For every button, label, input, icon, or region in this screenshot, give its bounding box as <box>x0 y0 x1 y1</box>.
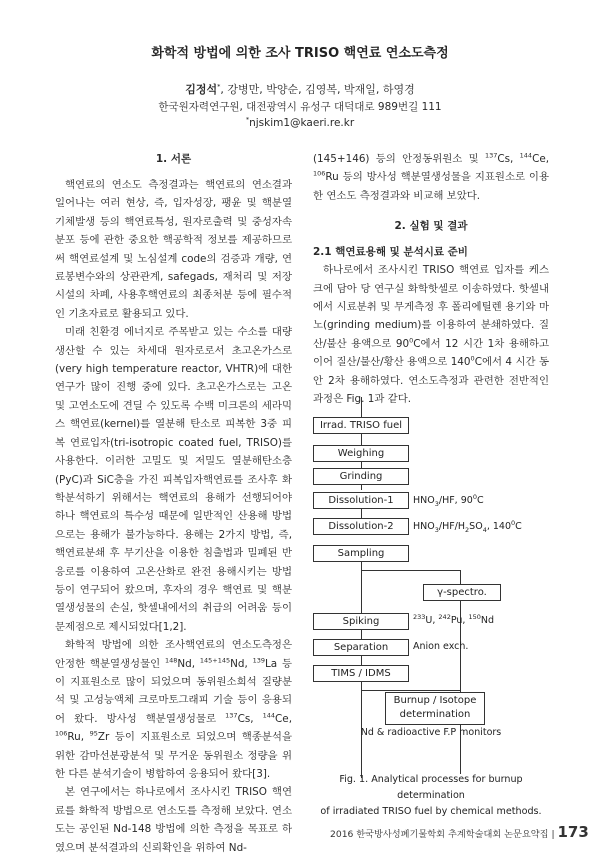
caption-line-2: of irradiated TRISO fuel by chemical methods. <box>320 806 542 817</box>
intro-paragraph-2: 미래 친환경 에너지로 주목받고 있는 수소를 대량생산할 수 있는 차세대 원자로로서 초고온가스로(very high temperature reactor, VHTR)에 대한 연구가 많이 진행 중에 있다. 초고온가스로는 고온 및 고연소도에 견딜 수 있도록 수백 미크론의 세라믹스 핵연료(kernel)를 열분해 탄소로 피복한 3중 피복 연료입자(tri-isotropic coated fuel, TRISO)를 사용한다. 이러한 고밀도 및 저밀도 열분해탄소층(PyC)과 SiC층을 가진 피복입자핵연료를 조사후 화학분석하기 위해서는 핵연료의 용해가 선행되어야 하나 핵연료의 특수성 때문에 일반적인 산용해 방법으로는 용해가 불가능하다. 용해는 2가지 방법, 즉, 핵연료분쇄 후 무기산을 이용한 침출법과 밀폐된 반응로를 이용하여 고온산화로 완전 용해시키는 방법 등이 연구되어 왔으며, 후자의 경우 핵연료 및 핵분열생성물의 손실, 핫셀내에서의 취급의 어려움 등이 문제점으로 제시되었다[1,2]. <box>55 326 292 633</box>
gamma-line <box>460 601 461 774</box>
intro-paragraph-4: 본 연구에서는 하나로에서 조사시킨 TRISO 핵연료를 화학적 방법으로 연소도를 측정해 보았다. 연소도는 공인된 Nd-148 방법에 의한 측정을 목표로 하였으며 분석결과의 신뢰확인을 위하여 Nd- <box>55 786 292 854</box>
separation-method: Anion exch. <box>413 641 469 652</box>
step-sampling: Sampling <box>313 545 409 562</box>
corresponding-mark: * <box>217 82 221 91</box>
intro-heading: 1. 서론 <box>155 153 192 165</box>
step-separation: Separation <box>313 639 409 656</box>
email-address: njskim1@kaeri.re.kr <box>249 117 355 129</box>
step-weighing: Weighing <box>313 445 409 462</box>
caption-line-1: Fig. 1. Analytical processes for burnup determination <box>339 774 523 801</box>
step-spiking: Spiking <box>313 613 409 630</box>
branch-line-down <box>460 570 461 584</box>
page-number: 173 <box>557 823 589 841</box>
subsection-heading: 2.1 핵연료용해 및 분석시료 준비 <box>313 246 468 259</box>
conference-name: 2016 한국방사성폐기물학회 추계학술대회 논문요약집 <box>330 829 552 840</box>
lead-author: 김정석 <box>185 83 218 96</box>
branch-line <box>361 570 461 571</box>
step-gamma-spectrometry: γ-spectro. <box>423 584 501 601</box>
right-column <box>313 150 549 408</box>
experiment-heading: 2. 실험 및 결과 <box>394 220 468 233</box>
merge-line-left <box>361 682 362 690</box>
step-grinding: Grinding <box>313 468 409 485</box>
monitor-note: Nd & radioactive F.P monitors <box>360 727 502 738</box>
author-list <box>0 81 600 97</box>
spike-isotopes: $^{233}$U, $^{242}$Pu, $^{150}$Nd <box>413 612 495 626</box>
email <box>0 117 600 129</box>
intro-paragraph-3: 화학적 방법에 의한 조사핵연료의 연소도측정은 안정한 핵분열생성물인 $^{148}$Nd, $^{145+145}$Nd, $^{139}$La 등이 지표원소로 많이 되었으며 동위원소희석 질량분석 및 고성능액체 크로마토그래피 기술 등이 응용되어 왔다. 방사성 핵분열생성물로 $^{137}$Cs, $^{144}$Ce, $^{106}$Ru, $^{95}$Zr 등이 지표원소로 되었으며 핵종분석을 위한 감마선분광분석 및 무거운 동위원소 정량을 위한 다른 분석기술이 병합하여 응용되어 왔다[3]. <box>55 639 292 780</box>
method-paragraph: 하나로에서 조사시킨 TRISO 핵연료 입자를 케스크에 담아 당 연구실 화학핫셀로 이송하였다. 핫셀내에서 시료분취 및 무게측정 후 폴리에틸렌 용기와 마노(grinding medium)를 이용하여 분쇄하였다. 질산/불산 용액으로 $90^0C$에서 12 시간 1차 용해하고 이어 질산/불산/황산 용액으로 $140^0C$에서 4 시간 동안 2차 용해하였다. 연소도측정과 관련한 전반적인 과정은 Fig. 1과 같다. <box>313 264 549 406</box>
email-mark: * <box>245 115 250 124</box>
figure-caption <box>313 772 549 820</box>
step-dissolution-1: Dissolution-1 <box>313 492 409 509</box>
page-title: 화학적 방법에 의한 조사 TRISO 핵연료 연소도측정 <box>151 46 449 61</box>
flowchart <box>313 380 549 760</box>
intro-paragraph-4-cont: (145+146) 등의 안정동위원소 및 $^{137}$Cs, $^{144}$Ce, $^{106}$Ru 등의 방사성 핵분열생성물을 지표원소로 이용한 연소도 측정결과와 비교해 보았다. <box>313 151 550 202</box>
coauthors: , 강병만, 박양순, 김영복, 박재일, 하영경 <box>220 83 415 96</box>
affiliation: 한국원자력연구원, 대전광역시 유성구 대덕대로 989번길 111 <box>158 101 442 113</box>
left-column <box>55 150 292 857</box>
footer-separator: | <box>551 829 558 840</box>
intro-paragraph-1: 핵연료의 연소도 측정결과는 핵연료의 연소결과 일어나는 여러 현상, 즉, 입자성장, 팽윤 및 핵분열 기체발생 등의 핵연료특성, 원자로출력 및 중성자속분포 등에 관한 중요한 핵공학적 정보를 제공하므로써 핵연료설계 및 노심설계 code의 검증과 개량, 연료봉변수와의 상관관계, safegads, 재처리 및 저장시설의 차폐, 사용후핵연료의 최종처분 등에 필수적인 기초자료로 활용되고 있다. <box>55 179 292 320</box>
merge-line <box>361 690 461 691</box>
step-irradiated-fuel: Irrad. TRISO fuel <box>313 417 409 434</box>
step-tims-idms: TIMS / IDMS <box>313 665 409 682</box>
step-dissolution-2: Dissolution-2 <box>313 518 409 535</box>
dissolution-2-conditions: $HNO_3/HF/H_2SO_4$, $140^0C$ <box>413 518 522 534</box>
connector <box>361 550 362 778</box>
dissolution-1-conditions: $HNO_3/HF$, $90^0C$ <box>413 492 484 508</box>
page-footer <box>330 823 589 841</box>
step-burnup-determination: Burnup / Isotope determination <box>385 692 485 725</box>
